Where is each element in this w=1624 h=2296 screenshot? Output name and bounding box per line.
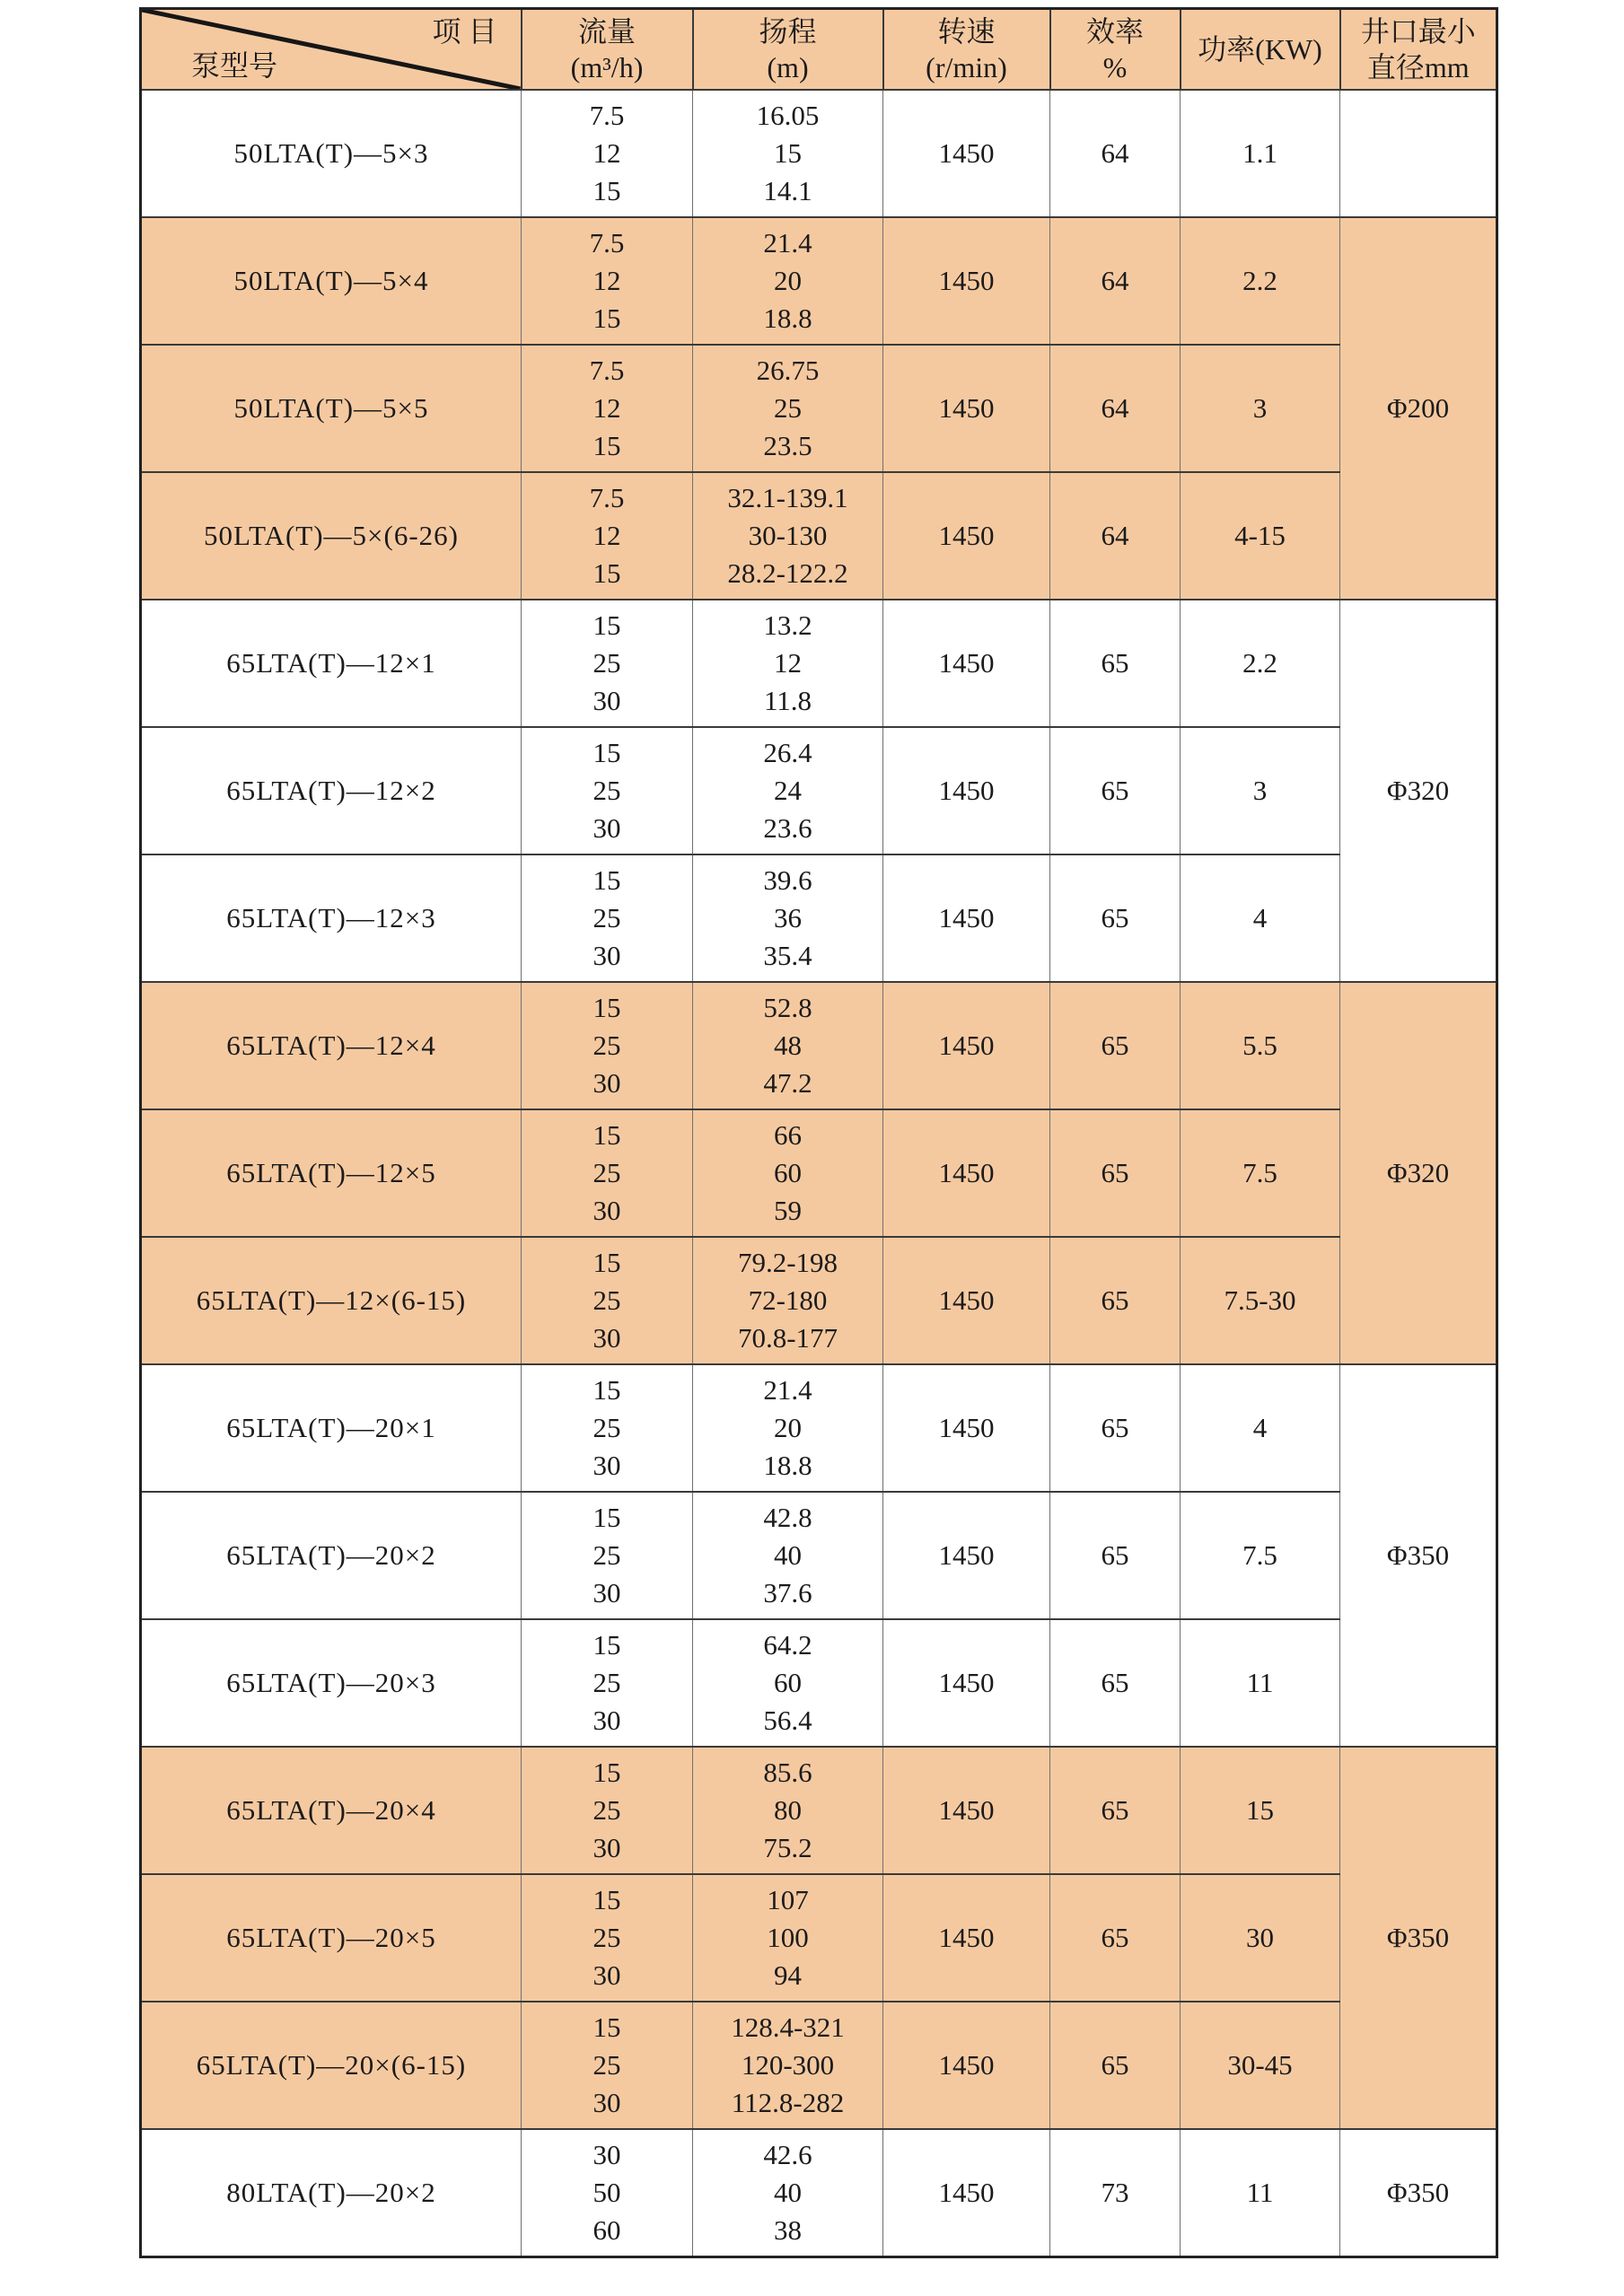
well-diameter-cell — [1340, 90, 1497, 217]
model-cell: 65LTA(T)—20×1 — [141, 1364, 522, 1492]
value-line: 15 — [593, 864, 621, 896]
header-efficiency-title: 效率 — [1085, 15, 1144, 48]
table-row — [141, 217, 1497, 345]
value-line: 18.8 — [763, 1450, 812, 1481]
efficiency-cell: 65 — [1050, 600, 1181, 727]
value-line: 100 — [767, 1922, 809, 1953]
power-cell: 15 — [1181, 1747, 1340, 1874]
head-cell — [693, 1619, 883, 1747]
value-line: 14.1 — [763, 175, 812, 206]
speed-cell: 1450 — [883, 1109, 1050, 1237]
header-model-label: 泵型号 — [191, 49, 278, 82]
value-line: 25 — [593, 1284, 621, 1316]
power-cell: 7.5 — [1181, 1492, 1340, 1619]
model-cell: 50LTA(T)—5×5 — [141, 345, 522, 472]
speed-cell: 1450 — [883, 90, 1050, 217]
model-cell: 80LTA(T)—20×2 — [141, 2129, 522, 2257]
pump-table-body — [141, 90, 1497, 2257]
flow-cell — [522, 1874, 693, 2002]
table-row — [141, 600, 1497, 727]
value-line: 30 — [593, 1450, 621, 1481]
efficiency-cell: 65 — [1050, 727, 1181, 854]
speed-cell: 1450 — [883, 1492, 1050, 1619]
value-line: 12 — [593, 392, 621, 424]
head-cell — [693, 854, 883, 982]
table-row — [141, 2129, 1497, 2257]
speed-cell: 1450 — [883, 1874, 1050, 2002]
value-line: 12 — [593, 520, 621, 551]
header-row — [141, 9, 1497, 91]
value-line: 112.8-282 — [731, 2087, 845, 2118]
well-diameter-cell: Φ320 — [1340, 600, 1497, 982]
value-line: 40 — [774, 1539, 802, 1571]
flow-cell — [522, 854, 693, 982]
value-line: 35.4 — [763, 940, 812, 971]
table-row — [141, 1237, 1497, 1364]
value-line: 72-180 — [748, 1284, 828, 1316]
table-row — [141, 1619, 1497, 1747]
value-line: 26.75 — [756, 355, 820, 386]
value-line: 36 — [774, 902, 802, 933]
value-line: 30 — [593, 812, 621, 844]
value-line: 15 — [593, 557, 621, 589]
header-speed-unit: (r/min) — [926, 51, 1007, 83]
value-line: 15 — [593, 1247, 621, 1278]
head-cell — [693, 600, 883, 727]
header-well-title: 井口最小 — [1360, 15, 1476, 48]
model-cell: 50LTA(T)—5×(6-26) — [141, 472, 522, 600]
value-line: 25 — [593, 1539, 621, 1571]
value-line: 15 — [593, 302, 621, 334]
speed-cell: 1450 — [883, 472, 1050, 600]
value-line: 30 — [593, 940, 621, 971]
head-cell — [693, 90, 883, 217]
efficiency-cell: 65 — [1050, 1874, 1181, 2002]
value-line: 30 — [593, 2087, 621, 2118]
efficiency-cell: 65 — [1050, 1619, 1181, 1747]
power-cell: 2.2 — [1181, 217, 1340, 345]
value-line: 47.2 — [763, 1067, 812, 1099]
flow-cell — [522, 472, 693, 600]
well-diameter-cell: Φ200 — [1340, 217, 1497, 600]
flow-cell — [522, 1747, 693, 1874]
power-cell: 3 — [1181, 345, 1340, 472]
flow-cell — [522, 600, 693, 727]
value-line: 38 — [774, 2214, 802, 2246]
flow-cell — [522, 345, 693, 472]
model-cell: 65LTA(T)—12×4 — [141, 982, 522, 1109]
value-line: 30 — [593, 1959, 621, 1991]
model-cell: 65LTA(T)—12×5 — [141, 1109, 522, 1237]
value-line: 20 — [774, 265, 802, 296]
model-cell: 50LTA(T)—5×4 — [141, 217, 522, 345]
value-line: 18.8 — [763, 302, 812, 334]
table-row — [141, 1492, 1497, 1619]
header-model-item-cell — [141, 9, 522, 91]
value-line: 25 — [593, 2049, 621, 2081]
flow-cell — [522, 90, 693, 217]
table-row — [141, 2002, 1497, 2129]
head-cell — [693, 2002, 883, 2129]
value-line: 24 — [774, 775, 802, 806]
value-line: 30 — [593, 685, 621, 716]
value-line: 15 — [593, 430, 621, 461]
header-speed — [883, 9, 1050, 91]
value-line: 15 — [593, 1629, 621, 1661]
head-cell — [693, 1364, 883, 1492]
speed-cell: 1450 — [883, 2002, 1050, 2129]
value-line: 15 — [593, 175, 621, 206]
header-efficiency — [1050, 9, 1181, 91]
value-line: 15 — [593, 2011, 621, 2043]
model-cell: 65LTA(T)—20×4 — [141, 1747, 522, 1874]
table-row — [141, 345, 1497, 472]
value-line: 25 — [593, 1667, 621, 1698]
model-cell: 65LTA(T)—12×(6-15) — [141, 1237, 522, 1364]
speed-cell: 1450 — [883, 345, 1050, 472]
model-cell: 65LTA(T)—20×5 — [141, 1874, 522, 2002]
value-line: 23.5 — [763, 430, 812, 461]
value-line: 15 — [593, 992, 621, 1023]
flow-cell — [522, 217, 693, 345]
value-line: 28.2-122.2 — [727, 557, 848, 589]
value-line: 60 — [774, 1667, 802, 1698]
pump-spec-table — [139, 7, 1498, 2258]
value-line: 107 — [767, 1884, 809, 1915]
head-cell — [693, 2129, 883, 2257]
value-line: 15 — [593, 609, 621, 641]
header-well-unit: 直径mm — [1366, 51, 1470, 83]
efficiency-cell: 64 — [1050, 217, 1181, 345]
efficiency-cell: 65 — [1050, 982, 1181, 1109]
value-line: 32.1-139.1 — [727, 482, 848, 513]
table-row — [141, 472, 1497, 600]
value-line: 12 — [774, 647, 802, 679]
header-flow — [522, 9, 693, 91]
well-diameter-cell: Φ350 — [1340, 1747, 1497, 2129]
value-line: 42.6 — [763, 2139, 812, 2170]
power-cell: 11 — [1181, 2129, 1340, 2257]
flow-cell — [522, 1364, 693, 1492]
value-line: 20 — [774, 1412, 802, 1443]
value-line: 56.4 — [763, 1704, 812, 1736]
head-cell — [693, 982, 883, 1109]
header-speed-title: 转速 — [937, 15, 996, 48]
efficiency-cell: 65 — [1050, 1109, 1181, 1237]
value-line: 60 — [593, 2214, 621, 2246]
value-line: 7.5 — [589, 482, 625, 513]
power-cell: 7.5 — [1181, 1109, 1340, 1237]
value-line: 25 — [774, 392, 802, 424]
value-line: 50 — [593, 2177, 621, 2208]
efficiency-cell: 64 — [1050, 472, 1181, 600]
value-line: 25 — [593, 1794, 621, 1826]
value-line: 40 — [774, 2177, 802, 2208]
value-line: 7.5 — [589, 227, 625, 259]
value-line: 60 — [774, 1157, 802, 1188]
power-cell: 30 — [1181, 1874, 1340, 2002]
speed-cell: 1450 — [883, 1747, 1050, 1874]
value-line: 30-130 — [748, 520, 828, 551]
value-line: 26.4 — [763, 737, 812, 768]
value-line: 42.8 — [763, 1502, 812, 1533]
flow-cell — [522, 2002, 693, 2129]
table-row — [141, 727, 1497, 854]
value-line: 30 — [593, 1704, 621, 1736]
table-row — [141, 982, 1497, 1109]
model-cell: 65LTA(T)—12×2 — [141, 727, 522, 854]
header-item-label: 项 目 — [432, 15, 497, 48]
value-line: 25 — [593, 1030, 621, 1061]
speed-cell: 1450 — [883, 600, 1050, 727]
value-line: 39.6 — [763, 864, 812, 896]
value-line: 15 — [593, 1374, 621, 1406]
power-cell: 2.2 — [1181, 600, 1340, 727]
flow-cell — [522, 1619, 693, 1747]
value-line: 30 — [593, 2139, 621, 2170]
model-cell: 50LTA(T)—5×3 — [141, 90, 522, 217]
speed-cell: 1450 — [883, 217, 1050, 345]
header-head-title: 扬程 — [759, 15, 817, 48]
value-line: 128.4-321 — [731, 2011, 845, 2043]
value-line: 25 — [593, 1412, 621, 1443]
value-line: 25 — [593, 647, 621, 679]
speed-cell: 1450 — [883, 1619, 1050, 1747]
model-cell: 65LTA(T)—20×2 — [141, 1492, 522, 1619]
value-line: 70.8-177 — [737, 1322, 838, 1354]
value-line: 37.6 — [763, 1577, 812, 1608]
head-cell — [693, 1109, 883, 1237]
value-line: 25 — [593, 775, 621, 806]
header-head — [693, 9, 883, 91]
value-line: 59 — [774, 1195, 802, 1226]
flow-cell — [522, 727, 693, 854]
efficiency-cell: 65 — [1050, 1237, 1181, 1364]
value-line: 94 — [774, 1959, 802, 1991]
head-cell — [693, 472, 883, 600]
value-line: 66 — [774, 1119, 802, 1151]
value-line: 30 — [593, 1832, 621, 1863]
efficiency-cell: 64 — [1050, 90, 1181, 217]
value-line: 15 — [774, 137, 802, 169]
efficiency-cell: 73 — [1050, 2129, 1181, 2257]
power-cell: 4 — [1181, 1364, 1340, 1492]
head-cell — [693, 1237, 883, 1364]
flow-cell — [522, 2129, 693, 2257]
efficiency-cell: 65 — [1050, 854, 1181, 982]
power-cell: 7.5-30 — [1181, 1237, 1340, 1364]
head-cell — [693, 1492, 883, 1619]
efficiency-cell: 65 — [1050, 1492, 1181, 1619]
value-line: 15 — [593, 1884, 621, 1915]
value-line: 80 — [774, 1794, 802, 1826]
value-line: 7.5 — [589, 355, 625, 386]
power-cell: 3 — [1181, 727, 1340, 854]
value-line: 30 — [593, 1195, 621, 1226]
header-head-unit: (m) — [767, 51, 809, 83]
speed-cell: 1450 — [883, 1364, 1050, 1492]
header-power — [1181, 9, 1340, 91]
table-row — [141, 1109, 1497, 1237]
value-line: 52.8 — [763, 992, 812, 1023]
value-line: 15 — [593, 1757, 621, 1788]
value-line: 11.8 — [763, 685, 812, 716]
efficiency-cell: 65 — [1050, 1364, 1181, 1492]
header-well-diameter — [1340, 9, 1497, 91]
value-line: 30 — [593, 1322, 621, 1354]
speed-cell: 1450 — [883, 2129, 1050, 2257]
value-line: 15 — [593, 1502, 621, 1533]
power-cell: 1.1 — [1181, 90, 1340, 217]
power-cell: 4-15 — [1181, 472, 1340, 600]
table-row — [141, 1747, 1497, 1874]
efficiency-cell: 64 — [1050, 345, 1181, 472]
value-line: 21.4 — [763, 1374, 812, 1406]
table-row — [141, 1874, 1497, 2002]
value-line: 13.2 — [763, 609, 812, 641]
value-line: 120-300 — [741, 2049, 835, 2081]
power-cell: 30-45 — [1181, 2002, 1340, 2129]
table-row — [141, 1364, 1497, 1492]
header-power-title: 功率(KW) — [1198, 33, 1322, 66]
speed-cell: 1450 — [883, 727, 1050, 854]
well-diameter-cell: Φ350 — [1340, 2129, 1497, 2257]
head-cell — [693, 727, 883, 854]
value-line: 25 — [593, 1157, 621, 1188]
pump-spec-sheet — [139, 7, 1498, 2258]
header-flow-unit: (m³/h) — [570, 51, 644, 83]
speed-cell: 1450 — [883, 854, 1050, 982]
value-line: 48 — [774, 1030, 802, 1061]
model-cell: 65LTA(T)—12×1 — [141, 600, 522, 727]
flow-cell — [522, 1109, 693, 1237]
power-cell: 11 — [1181, 1619, 1340, 1747]
value-line: 79.2-198 — [737, 1247, 838, 1278]
power-cell: 5.5 — [1181, 982, 1340, 1109]
value-line: 30 — [593, 1577, 621, 1608]
table-row — [141, 90, 1497, 217]
model-cell: 65LTA(T)—20×3 — [141, 1619, 522, 1747]
efficiency-cell: 65 — [1050, 1747, 1181, 1874]
value-line: 7.5 — [589, 100, 625, 131]
head-cell — [693, 217, 883, 345]
power-cell: 4 — [1181, 854, 1340, 982]
efficiency-cell: 65 — [1050, 2002, 1181, 2129]
head-cell — [693, 345, 883, 472]
speed-cell: 1450 — [883, 982, 1050, 1109]
flow-cell — [522, 1492, 693, 1619]
header-efficiency-unit: % — [1102, 51, 1128, 83]
value-line: 21.4 — [763, 227, 812, 259]
value-line: 30 — [593, 1067, 621, 1099]
value-line: 12 — [593, 137, 621, 169]
value-line: 16.05 — [756, 100, 820, 131]
model-cell: 65LTA(T)—20×(6-15) — [141, 2002, 522, 2129]
head-cell — [693, 1874, 883, 2002]
value-line: 15 — [593, 737, 621, 768]
head-cell — [693, 1747, 883, 1874]
speed-cell: 1450 — [883, 1237, 1050, 1364]
table-row — [141, 854, 1497, 982]
value-line: 64.2 — [763, 1629, 812, 1661]
value-line: 23.6 — [763, 812, 812, 844]
flow-cell — [522, 982, 693, 1109]
value-line: 12 — [593, 265, 621, 296]
well-diameter-cell: Φ350 — [1340, 1364, 1497, 1747]
model-cell: 65LTA(T)—12×3 — [141, 854, 522, 982]
header-flow-title: 流量 — [577, 15, 636, 48]
value-line: 25 — [593, 902, 621, 933]
value-line: 85.6 — [763, 1757, 812, 1788]
flow-cell — [522, 1237, 693, 1364]
value-line: 15 — [593, 1119, 621, 1151]
well-diameter-cell: Φ320 — [1340, 982, 1497, 1364]
value-line: 75.2 — [763, 1832, 812, 1863]
value-line: 25 — [593, 1922, 621, 1953]
